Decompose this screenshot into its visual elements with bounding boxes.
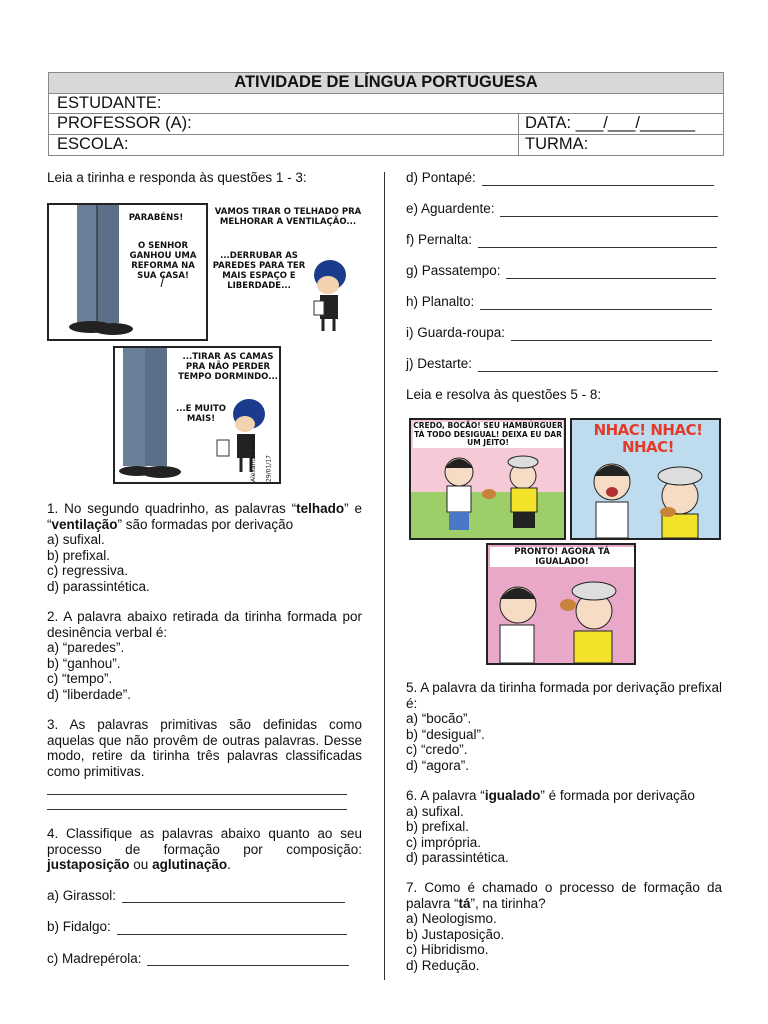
q4-prompt: 4. Classifique as palavras abaixo quanto ao seu processo de formação por composição: bbox=[47, 826, 362, 857]
q4-item-pontape[interactable] bbox=[406, 170, 714, 186]
page-title bbox=[49, 73, 723, 94]
answer-line[interactable] bbox=[511, 329, 712, 341]
q2-option[interactable]: c) “tempo”. bbox=[47, 671, 113, 686]
q4-option-aglutinacao: aglutinação bbox=[152, 857, 228, 872]
comic2-panel-2 bbox=[570, 418, 721, 540]
left-column bbox=[47, 170, 362, 186]
title-text: ATIVIDADE DE LÍNGUA PORTUGUESA bbox=[234, 73, 538, 91]
q5-block bbox=[406, 680, 722, 773]
q2-block bbox=[47, 609, 362, 702]
header-table bbox=[48, 72, 724, 156]
right-items-block bbox=[406, 170, 722, 403]
answer-line[interactable] bbox=[122, 891, 345, 903]
q7-word: tá bbox=[458, 895, 471, 911]
q7-option[interactable]: c) Hibridismo. bbox=[406, 942, 489, 957]
date-field[interactable]: DATA: ___/___/______ bbox=[525, 114, 696, 132]
q1-text bbox=[47, 501, 362, 532]
q4-item-guarda-roupa[interactable] bbox=[406, 325, 712, 341]
q1-word-2: ventilação bbox=[51, 516, 118, 532]
comic2-panel-3 bbox=[486, 543, 636, 665]
answer-line[interactable] bbox=[482, 174, 714, 186]
answer-line[interactable] bbox=[500, 205, 718, 217]
student-field[interactable]: ESTUDANTE: bbox=[57, 93, 162, 112]
class-field[interactable]: TURMA: bbox=[525, 135, 589, 153]
q6-option[interactable]: b) prefixal. bbox=[406, 819, 470, 834]
q4-item-passatempo[interactable] bbox=[406, 263, 716, 279]
comic2-bubble-1: CREDO, BOCÃO! SEU HAMBÚRGUER TÁ TODO DESIGUAL! DEIXA EU DAR UM JEITO! bbox=[413, 421, 563, 447]
comic2-bubble-2: NHAC! NHAC! NHAC! bbox=[593, 421, 703, 456]
q4-item-label: e) Aguardente: bbox=[406, 201, 499, 216]
answer-line[interactable] bbox=[117, 923, 347, 935]
comic1-panel-3 bbox=[113, 346, 281, 484]
q4-item-aguardente[interactable] bbox=[406, 201, 718, 217]
q4-end: . bbox=[227, 857, 231, 872]
answer-line[interactable] bbox=[480, 298, 712, 310]
q1-part-c: ” são formadas por derivação bbox=[117, 516, 294, 532]
q7-part-a: 7. Como é chamado o processo de formação da palavra “ bbox=[406, 880, 722, 911]
intro-right: Leia e resolva às questões 5 - 8: bbox=[406, 387, 602, 402]
q6-part-a: 6. A palavra “ bbox=[406, 788, 485, 803]
q4-item-label: a) Girassol: bbox=[47, 887, 120, 903]
q6-block bbox=[406, 788, 722, 866]
teacher-field[interactable]: PROFESSOR (A): bbox=[49, 114, 519, 134]
column-divider bbox=[384, 172, 385, 980]
q4-item-pernalta[interactable] bbox=[406, 232, 717, 248]
q4-item-madreperola[interactable] bbox=[47, 951, 349, 967]
q2-option[interactable]: d) “liberdade”. bbox=[47, 686, 132, 702]
intro-left: Leia a tirinha e responda às questões 1 - 3: bbox=[47, 170, 307, 185]
q4-text bbox=[47, 826, 362, 873]
q4-item-label: c) Madrepérola: bbox=[47, 950, 146, 966]
q2-option[interactable]: a) “paredes”. bbox=[47, 640, 125, 655]
q6-option[interactable]: a) sufixal. bbox=[406, 803, 464, 819]
comic1-panel-2 bbox=[210, 203, 366, 341]
boy-character-illustration bbox=[210, 203, 366, 341]
q5-option[interactable]: d) “agora”. bbox=[406, 757, 470, 773]
q4-item-girassol[interactable] bbox=[47, 888, 345, 904]
q6-word: igualado bbox=[484, 788, 541, 803]
q4-item-label: d) Pontapé: bbox=[406, 170, 480, 185]
q7-option[interactable]: d) Redução. bbox=[406, 957, 480, 973]
q5-option[interactable]: a) “bocão”. bbox=[406, 711, 472, 726]
q5-text: 5. A palavra da tirinha formada por derivação prefixal é: bbox=[406, 680, 722, 711]
comic1-bubble-2: O SENHOR GANHOU UMA REFORMA NA SUA CASA! bbox=[129, 241, 197, 281]
q4-item-label: i) Guarda-roupa: bbox=[406, 325, 509, 340]
q6-text bbox=[406, 788, 722, 804]
q3-answer-line-1[interactable] bbox=[47, 779, 347, 795]
q5-option[interactable]: b) “desigual”. bbox=[406, 726, 485, 742]
q4-item-label: j) Destarte: bbox=[406, 356, 476, 371]
answer-line[interactable] bbox=[478, 236, 717, 248]
comic1-bubble-5: ...TIRAR AS CAMAS PRA NÃO PERDER TEMPO DORMINDO... bbox=[178, 352, 278, 382]
comic1-bubble-3: VAMOS TIRAR O TELHADO PRA MELHORAR A VENTILAÇÃO... bbox=[214, 207, 362, 227]
q1-option[interactable]: c) regressiva. bbox=[47, 563, 129, 578]
q4-connector: ou bbox=[129, 857, 153, 872]
q6-option[interactable]: d) parassintética. bbox=[406, 850, 509, 865]
q4-option-justaposicao: justaposição bbox=[47, 857, 130, 872]
answer-line[interactable] bbox=[506, 267, 716, 279]
comic2-bubble-3: PRONTO! AGORA TÁ IGUALADO! bbox=[490, 547, 634, 567]
q2-text: 2. A palavra abaixo retirada da tirinha formada por desinência verbal é: bbox=[47, 609, 362, 640]
q1-option[interactable]: a) sufixal. bbox=[47, 532, 105, 547]
q3-answer-line-2[interactable] bbox=[47, 795, 347, 810]
q3-block bbox=[47, 717, 362, 810]
q4-block bbox=[47, 826, 362, 966]
school-field[interactable]: ESCOLA: bbox=[49, 135, 519, 156]
q6-part-b: ” é formada por derivação bbox=[540, 788, 695, 803]
q7-part-b: ”, na tirinha? bbox=[470, 895, 546, 911]
comic1-bubble-4: ...DERRUBAR AS PAREDES PARA TER MAIS ESPAÇO E LIBERDADE... bbox=[212, 251, 306, 291]
q4-item-fidalgo[interactable] bbox=[47, 919, 347, 935]
q4-item-label: f) Pernalta: bbox=[406, 232, 476, 247]
q1-option[interactable]: d) parassintética. bbox=[47, 578, 150, 594]
comic1-panel-1 bbox=[47, 203, 208, 341]
answer-line[interactable] bbox=[147, 954, 349, 966]
q7-option[interactable]: b) Justaposição. bbox=[406, 926, 505, 942]
comic-signature: Alexandre Beck 29/01/17 bbox=[250, 435, 273, 482]
q1-option[interactable]: b) prefixal. bbox=[47, 547, 111, 563]
q7-text bbox=[406, 880, 722, 911]
q1-part-a: 1. No segundo quadrinho, as palavras “ bbox=[47, 501, 297, 516]
q4-item-destarte[interactable] bbox=[406, 356, 718, 372]
q7-option[interactable]: a) Neologismo. bbox=[406, 911, 497, 926]
answer-line[interactable] bbox=[478, 360, 718, 372]
q4-item-label: g) Passatempo: bbox=[406, 263, 505, 278]
q3-text: 3. As palavras primitivas são definidas como aquelas que não provêm de outras palavras. Desse modo, retire da tirinha três palavras classificadas como primitivas. bbox=[47, 717, 362, 779]
q4-item-label: h) Planalto: bbox=[406, 294, 479, 309]
q4-item-planalto[interactable] bbox=[406, 294, 712, 310]
comic2-panel-1 bbox=[409, 418, 566, 540]
q1-block bbox=[47, 501, 362, 594]
q1-word-1: telhado bbox=[296, 501, 345, 516]
q1-part-b: ” e “ bbox=[47, 501, 362, 532]
comic1-bubble-6: ...E MUITO MAIS! bbox=[176, 404, 226, 424]
comic1-bubble-1: PARABÉNS! bbox=[128, 213, 184, 223]
q6-option[interactable]: c) imprópria. bbox=[406, 834, 482, 850]
q5-option[interactable]: c) “credo”. bbox=[406, 742, 468, 757]
q2-option[interactable]: b) “ganhou”. bbox=[47, 655, 121, 671]
q7-block bbox=[406, 880, 722, 973]
q4-item-label: b) Fidalgo: bbox=[47, 919, 115, 934]
